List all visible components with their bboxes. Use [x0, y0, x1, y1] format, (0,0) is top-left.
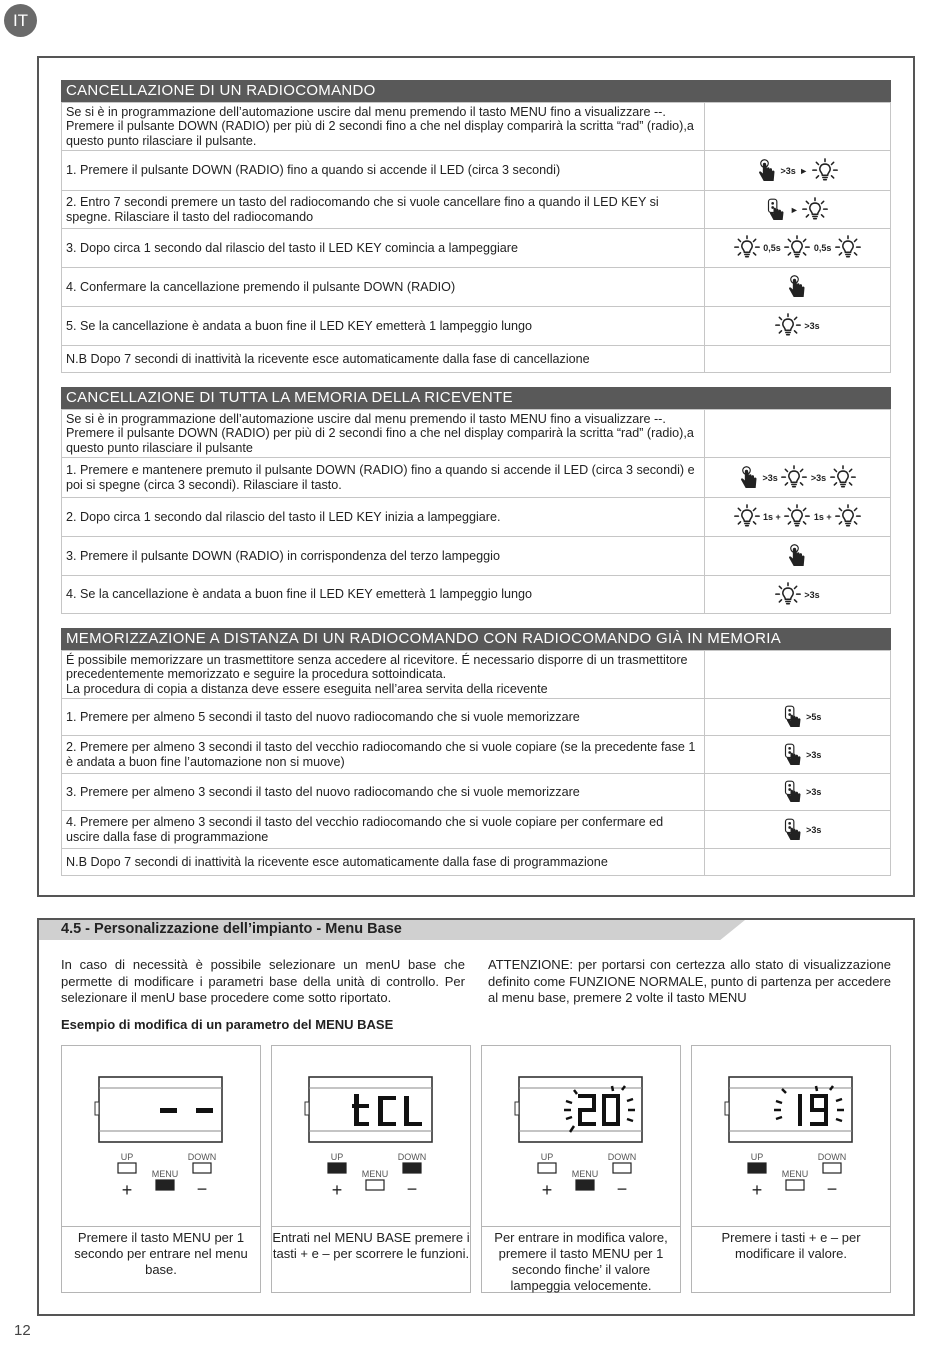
duration-label: 0,5s [813, 242, 832, 253]
led-on-icon [812, 158, 838, 184]
intro-text-2: La procedura di copia a distanza deve essere eseguita nell’area servita della ricevente [66, 681, 548, 696]
plus-icon: + [331, 1180, 343, 1200]
up-key[interactable] [538, 1163, 556, 1173]
step-text: 2. Entro 7 secondi premere un tasto del radiocomando che si vuole cancellare fino a quando il LED KEY si spegne. Rilasciare il tasto del radiocomando [62, 191, 705, 229]
duration-label: >3s [810, 472, 827, 483]
note-text: N.B Dopo 7 secondi di inattività la ricevente esce automaticamente dalla fase di programmazione [62, 849, 705, 876]
table-row [62, 498, 891, 537]
hand-press-icon [739, 465, 759, 491]
table-row [62, 537, 891, 576]
menu-step-panel [691, 1045, 891, 1293]
down-key-label: DOWN [397, 1152, 427, 1162]
intro-text: É possibile memorizzare un trasmettitore senza accedere al ricevitore. É necessario disporre di un trasmettitore precedentemente memorizzato e seguire la procedura sottoindicata. [66, 652, 688, 682]
keypad [328, 1152, 426, 1200]
keypad [118, 1152, 216, 1200]
menu-key-label: MENU [781, 1169, 809, 1179]
led-off-icon [830, 465, 856, 491]
down-key[interactable] [193, 1163, 211, 1173]
hand-press-icon [757, 158, 777, 184]
up-key-label: UP [330, 1152, 344, 1162]
led-blink-icon [835, 504, 861, 530]
section-heading [39, 920, 745, 940]
table-row [62, 410, 891, 458]
keypad [748, 1152, 846, 1200]
panel-caption: Premere il tasto MENU per 1 secondo per entrare nel menu base. [62, 1226, 260, 1278]
menu-key-label: MENU [571, 1169, 599, 1179]
display-segment [196, 1108, 213, 1113]
table-row [62, 699, 891, 736]
menu-key[interactable] [786, 1180, 804, 1190]
up-key[interactable] [118, 1163, 136, 1173]
table-row [62, 736, 891, 774]
duration-label: 1s + [763, 511, 781, 522]
duration-label: >3s [780, 165, 796, 176]
step-text: 3. Premere per almeno 3 secondi il tasto del nuovo radiocomando che si vuole memorizzare [62, 774, 705, 811]
intro-text: Se si è in programmazione dell’automazione uscire dal menu premendo il tasto MENU fino a visualizzare --. Premere il pulsante DOWN (RADIO) per più di 2 secondi fino a che nel display comparirà la scritta “rad” (radio),a questo punto rilasciare il pulsante. [62, 103, 705, 151]
table-row [62, 307, 891, 346]
led-on-icon [781, 465, 807, 491]
panel-caption: Per entrare in modifica valore, premere il tasto MENU per 1 secondo finche’ il valore lampeggia velocemente. [482, 1226, 680, 1294]
table-row [62, 576, 891, 614]
up-key-label: UP [750, 1152, 764, 1162]
table-row [62, 774, 891, 811]
hand-press-icon [787, 543, 807, 569]
steps-table [61, 409, 891, 614]
section-heading-text: 4.5 - Personalizzazione dell’impianto - Menu Base [61, 921, 402, 937]
section-title: CANCELLAZIONE DI TUTTA LA MEMORIA DELLA RICEVENTE [61, 387, 891, 409]
intro-paragraph: In caso di necessità è possibile selezionare un menU base che permette di modificare i parametri base della unità di controllo. Per selezionare il menU base procedere come sotto riportato. [61, 957, 465, 1005]
section-title: CANCELLAZIONE DI UN RADIOCOMANDO [61, 80, 891, 102]
up-key[interactable] [748, 1163, 766, 1173]
step-text: 3. Premere il pulsante DOWN (RADIO) in corrispondenza del terzo lampeggio [62, 537, 705, 576]
led-blink-icon [784, 504, 810, 530]
led-blink-icon [784, 235, 810, 261]
led-off-icon [802, 197, 828, 223]
led-on-icon [775, 582, 801, 608]
led-blink-icon [835, 235, 861, 261]
section-delete-one-remote [61, 80, 891, 373]
table-row [62, 849, 891, 876]
up-key-label: UP [540, 1152, 554, 1162]
minus-icon: − [406, 1179, 418, 1199]
plus-icon: + [121, 1180, 133, 1200]
down-key[interactable] [823, 1163, 841, 1173]
led-blink-icon [734, 235, 760, 261]
panel-caption: Premere i tasti + e – per modificare il valore. [692, 1226, 890, 1262]
control-display-illustration [272, 1046, 472, 1226]
duration-label: >3s [806, 749, 822, 760]
table-row [62, 229, 891, 268]
menu-key[interactable] [576, 1180, 594, 1190]
menu-key-label: MENU [361, 1169, 389, 1179]
led-blink-icon [734, 504, 760, 530]
table-row [62, 151, 891, 191]
step-text: 1. Premere per almeno 5 secondi il tasto del nuovo radiocomando che si vuole memorizzare [62, 699, 705, 736]
minus-icon: − [196, 1179, 208, 1199]
step-text: 2. Premere per almeno 3 secondi il tasto del vecchio radiocomando che si vuole copiare (se la precedente fase 1 è andata a buon fine l’automazione non si muove) [62, 736, 705, 774]
warning-paragraph: ATTENZIONE: per portarsi con certezza allo stato di visualizzazione definito come FUNZIONE NORMALE, punto di partenza per accedere al menu base, premere 2 volte il tasto MENU [488, 957, 891, 1005]
table-row [62, 811, 891, 849]
duration-label: 1s + [813, 511, 832, 522]
duration-label: >3s [806, 786, 822, 797]
menu-key-label: MENU [151, 1169, 179, 1179]
table-row [62, 346, 891, 373]
hand-press-icon [787, 274, 807, 300]
example-title: Esempio di modifica di un parametro del MENU BASE [61, 1017, 394, 1032]
page-number: 12 [14, 1322, 31, 1339]
step-text: 2. Dopo circa 1 secondo dal rilascio del tasto il LED KEY inizia a lampeggiare. [62, 498, 705, 537]
panel-caption: Entrati nel MENU BASE premere i tasti + e – per scorrere le funzioni. [272, 1226, 470, 1262]
table-row [62, 268, 891, 307]
up-key[interactable] [328, 1163, 346, 1173]
control-display-illustration [482, 1046, 682, 1226]
step-text: 4. Confermare la cancellazione premendo il pulsante DOWN (RADIO) [62, 268, 705, 307]
duration-label: 0,5s [763, 242, 781, 253]
duration-label: >3s [804, 589, 820, 600]
note-text: N.B Dopo 7 secondi di inattività la ricevente esce automaticamente dalla fase di cancellazione [62, 346, 705, 373]
table-row [62, 191, 891, 229]
arrow-right-icon: ► [799, 165, 809, 176]
remote-press-icon [783, 742, 803, 768]
intro-text: Se si è in programmazione dell’automazione uscire dal menu premendo il tasto MENU fino a visualizzare --. Premere il pulsante DOWN (RADIO) per più di 2 secondi fino a che nel display comparirà la scritta “rad” (radio),a questo punto rilasciare il pulsante [62, 410, 705, 458]
table-row [62, 458, 891, 498]
duration-label: >3s [806, 824, 822, 835]
duration-label: >3s [804, 320, 820, 331]
remote-press-icon [783, 704, 803, 730]
section-title: MEMORIZZAZIONE A DISTANZA DI UN RADIOCOMANDO CON RADIOCOMANDO GIÀ IN MEMORIA [61, 628, 891, 650]
table-row [62, 103, 891, 151]
down-key-label: DOWN [817, 1152, 847, 1162]
remote-press-icon [783, 817, 803, 843]
control-display-illustration [692, 1046, 892, 1226]
control-display-illustration [62, 1046, 262, 1226]
steps-table [61, 650, 891, 876]
arrow-right-icon: ► [789, 204, 799, 215]
remote-press-icon [783, 779, 803, 805]
plus-icon: + [751, 1180, 763, 1200]
minus-icon: − [826, 1179, 838, 1199]
step-text: 4. Premere per almeno 3 secondi il tasto del vecchio radiocomando che si vuole copiare per confermare ed uscire dalla fase di programmazione [62, 811, 705, 849]
down-key[interactable] [613, 1163, 631, 1173]
duration-label: >3s [762, 472, 778, 483]
section-delete-all-memory [61, 387, 891, 614]
down-key[interactable] [403, 1163, 421, 1173]
step-text: 4. Se la cancellazione è andata a buon fine il LED KEY emetterà 1 lampeggio lungo [62, 576, 705, 614]
steps-table [61, 102, 891, 373]
step-text: 5. Se la cancellazione è andata a buon fine il LED KEY emetterà 1 lampeggio lungo [62, 307, 705, 346]
step-text: 1. Premere il pulsante DOWN (RADIO) fino a quando si accende il LED (circa 3 secondi) [62, 151, 705, 191]
plus-icon: + [541, 1180, 553, 1200]
keypad [538, 1152, 636, 1200]
section-remote-copy [61, 628, 891, 876]
down-key-label: DOWN [187, 1152, 217, 1162]
display-segment [160, 1108, 177, 1113]
remote-press-icon [766, 197, 786, 223]
menu-key[interactable] [156, 1180, 174, 1190]
menu-step-panel [481, 1045, 681, 1293]
step-text: 1. Premere e mantenere premuto il pulsante DOWN (RADIO) fino a quando si accende il LED (circa 3 secondi) e poi si spegne (circa 3 secondi). Rilasciare il tasto. [62, 458, 705, 498]
led-on-icon [775, 313, 801, 339]
language-badge: IT [4, 4, 37, 37]
down-key-label: DOWN [607, 1152, 637, 1162]
menu-step-panel [271, 1045, 471, 1293]
table-row [62, 651, 891, 699]
step-text: 3. Dopo circa 1 secondo dal rilascio del tasto il LED KEY comincia a lampeggiare [62, 229, 705, 268]
up-key-label: UP [120, 1152, 134, 1162]
minus-icon: − [616, 1179, 628, 1199]
duration-label: >5s [806, 711, 822, 722]
menu-key[interactable] [366, 1180, 384, 1190]
menu-step-panel [61, 1045, 261, 1293]
